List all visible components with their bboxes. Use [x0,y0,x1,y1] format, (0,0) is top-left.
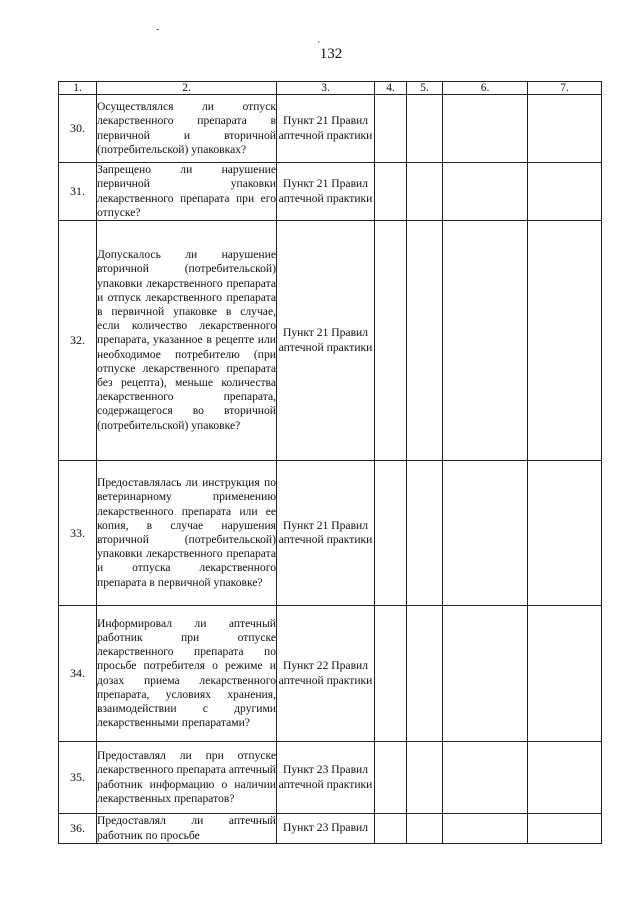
table-row [59,95,602,163]
notes-cell [528,814,602,844]
answer-cell-no [407,461,443,606]
page-number: 132 [319,46,343,62]
table-row [59,606,602,742]
column-header-7: 7. [528,82,602,95]
row-number: 34. [59,606,97,742]
answer-cell-no [407,221,443,461]
answer-cell-na [443,742,528,814]
table-row [59,742,602,814]
notes-cell [528,163,602,221]
notes-cell [528,461,602,606]
question-text: Предоставлял ли при отпуске лекарственного препарата аптечный работник информацию о наличии лекарственных препаратов? [97,742,277,814]
notes-cell [528,95,602,163]
answer-cell-yes [375,461,407,606]
answer-cell-yes [375,606,407,742]
row-number: 35. [59,742,97,814]
column-header-1: 1. [59,82,97,95]
answer-cell-yes [375,814,407,844]
column-header-5: 5. [407,82,443,95]
table-row [59,461,602,606]
notes-cell [528,221,602,461]
table-row [59,814,602,844]
question-text: Информировал ли аптечный работник при отпуске лекарственного препарата по просьбе потребителя о режиме и дозах приема лекарственного препарата, условиях хранения, взаимодействии с другими лекарственными препаратами? [97,606,277,742]
legal-reference: Пункт 21 Правил аптечной практики [277,95,375,163]
legal-reference: Пункт 23 Правил аптечной практики [277,742,375,814]
answer-cell-na [443,163,528,221]
answer-cell-na [443,814,528,844]
answer-cell-na [443,606,528,742]
answer-cell-no [407,606,443,742]
row-number: 36. [59,814,97,844]
answer-cell-yes [375,95,407,163]
column-header-6: 6. [443,82,528,95]
answer-cell-na [443,95,528,163]
table-row [59,221,602,461]
table-row [59,163,602,221]
column-header-4: 4. [375,82,407,95]
answer-cell-no [407,742,443,814]
answer-cell-no [407,814,443,844]
answer-cell-yes [375,221,407,461]
row-number: 33. [59,461,97,606]
legal-reference: Пункт 23 Правил [277,814,375,844]
notes-cell [528,606,602,742]
legal-reference: Пункт 21 Правил аптечной практики [277,461,375,606]
column-header-3: 3. [277,82,375,95]
inspection-checklist-table [58,81,602,844]
legal-reference: Пункт 21 Правил аптечной практики [277,163,375,221]
question-text: Запрещено ли нарушение первичной упаковки лекарственного препарата при его отпуске? [97,163,276,219]
header-row [59,82,602,95]
question-text: Допускалось ли нарушение вторичной (потребительской) упаковки лекарственного препарата и отпуск лекарственного препарата в первичной упаковке в случае, если количество лекарственного препарата, указанное в рецепте или необходимое потребителю (при отпуске лекарственного препарата без рецепта), меньше количества лекарственного препарата, содержащегося во вторичной (потребительской) упаковке? [97,221,277,461]
row-number: 32. [59,221,97,461]
answer-cell-no [407,163,443,221]
answer-cell-no [407,95,443,163]
answer-cell-na [443,221,528,461]
row-number: 30. [59,95,97,163]
question-text: Осуществлялся ли отпуск лекарственного препарата в первичной и вторичной (потребительской) упаковках? [97,95,277,163]
scan-speck: - [156,24,160,35]
scan-speck: ' [318,40,320,51]
answer-cell-yes [375,742,407,814]
answer-cell-na [443,461,528,606]
legal-reference: Пункт 21 Правил аптечной практики [277,221,375,461]
row-number: 31. [59,163,97,221]
question-text: Предоставлялась ли инструкция по ветеринарному применению лекарственного препарата или ее копия, в случае нарушения вторичной (потребительской) упаковки лекарственного препарата и отпуска лекарственного препарата в первичной упаковке? [97,461,277,606]
answer-cell-yes [375,163,407,221]
column-header-2: 2. [97,82,277,95]
question-text: Предоставлял ли аптечный работник по просьбе [97,814,276,842]
notes-cell [528,742,602,814]
legal-reference: Пункт 22 Правил аптечной практики [277,606,375,742]
